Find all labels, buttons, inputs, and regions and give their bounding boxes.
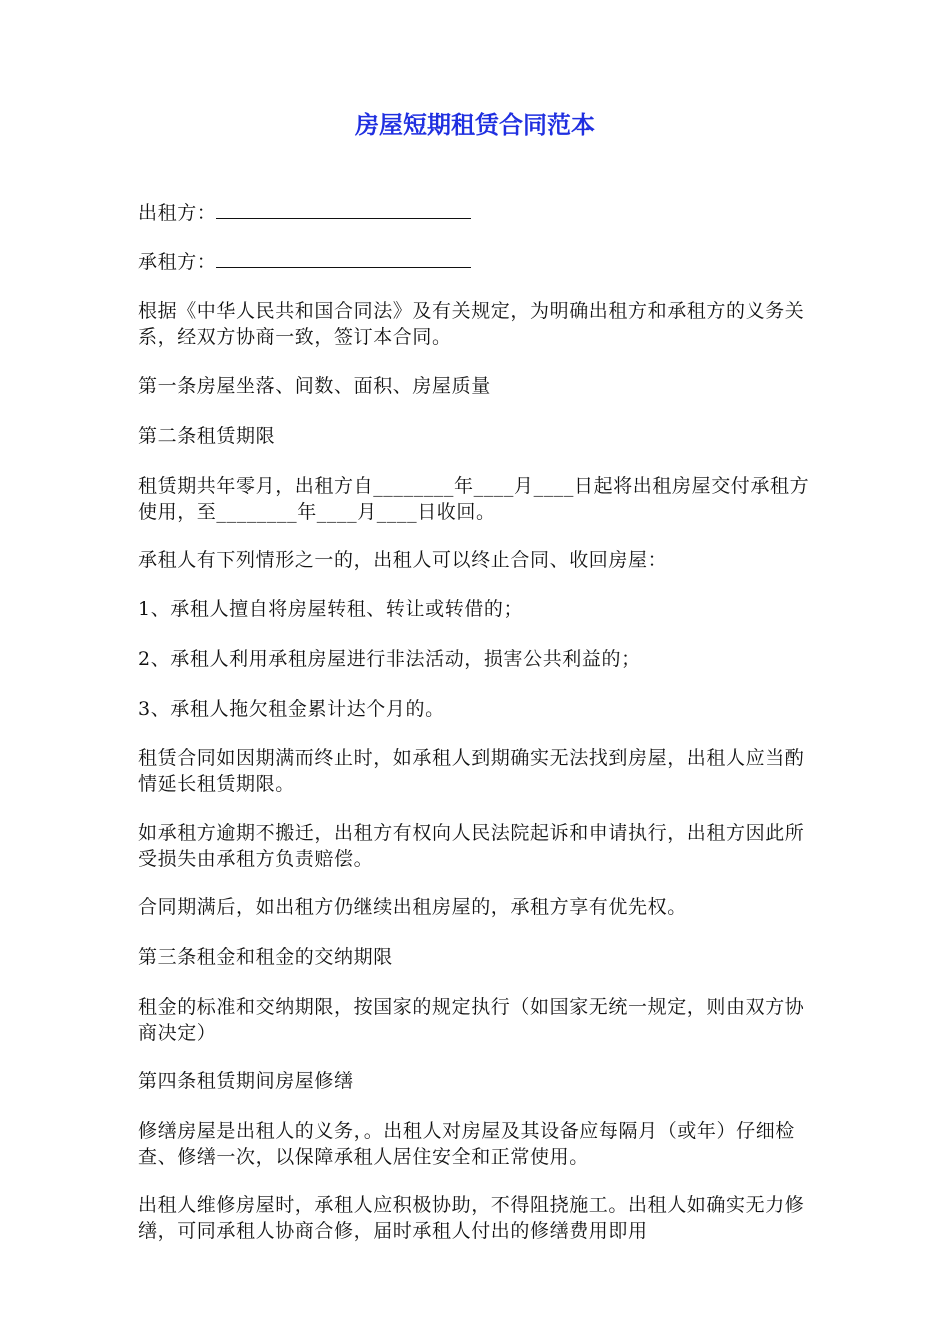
document-title: 房屋短期租赁合同范本 bbox=[355, 111, 595, 139]
article-3-heading: 第三条租金和租金的交纳期限 bbox=[138, 946, 393, 968]
lessee-label: 承租方： bbox=[138, 251, 217, 273]
list-item-1: 1、承租人擅自将房屋转租、转让或转借的； bbox=[138, 598, 524, 620]
paragraph-termination-intro: 承租人有下列情形之一的，出租人可以终止合同、收回房屋： bbox=[138, 549, 668, 571]
lessee-blank bbox=[216, 249, 471, 268]
lessee-line bbox=[138, 249, 814, 275]
paragraph-intro: 根据《中华人民共和国合同法》及有关规定，为明确出租方和承租方的义务关系，经双方协商一致，签订本合同。 bbox=[138, 300, 805, 348]
paragraph-repair-cooperation: 出租人维修房屋时，承租人应积极协助，不得阻挠施工。出租人如确实无力修缮，可同承租人协商合修，届时承租人付出的修缮费用即用 bbox=[138, 1194, 805, 1242]
paragraph-lease-term: 租赁期共年零月，出租方自________年____月____日起将出租房屋交付承租方使用，至________年____月____日收回。 bbox=[138, 475, 810, 523]
lessor-blank bbox=[216, 200, 471, 219]
paragraph-overdue: 如承租方逾期不搬迁，出租方有权向人民法院起诉和申请执行，出租方因此所受损失由承租方负责赔偿。 bbox=[138, 822, 805, 870]
article-2-heading: 第二条租赁期限 bbox=[138, 425, 276, 447]
list-item-3: 3、承租人拖欠租金累计达个月的。 bbox=[138, 698, 445, 720]
paragraph-repair-duty: 修缮房屋是出租人的义务，。出租人对房屋及其设备应每隔月（或年）仔细检查、修缮一次，以保障承租人居住安全和正常使用。 bbox=[138, 1120, 795, 1168]
paragraph-expiry-extension: 租赁合同如因期满而终止时，如承租人到期确实无法找到房屋，出租人应当酌情延长租赁期限。 bbox=[138, 747, 805, 795]
lessor-label: 出租方： bbox=[138, 202, 217, 224]
list-item-2: 2、承租人利用承租房屋进行非法活动，损害公共利益的； bbox=[138, 648, 641, 670]
paragraph-rent-standard: 租金的标准和交纳期限，按国家的规定执行（如国家无统一规定，则由双方协商决定） bbox=[138, 996, 805, 1044]
paragraph-priority: 合同期满后，如出租方仍继续出租房屋的，承租方享有优先权。 bbox=[138, 896, 687, 918]
article-4-heading: 第四条租赁期间房屋修缮 bbox=[138, 1070, 354, 1092]
lessor-line bbox=[138, 200, 814, 226]
article-1-heading: 第一条房屋坐落、间数、面积、房屋质量 bbox=[138, 375, 491, 397]
